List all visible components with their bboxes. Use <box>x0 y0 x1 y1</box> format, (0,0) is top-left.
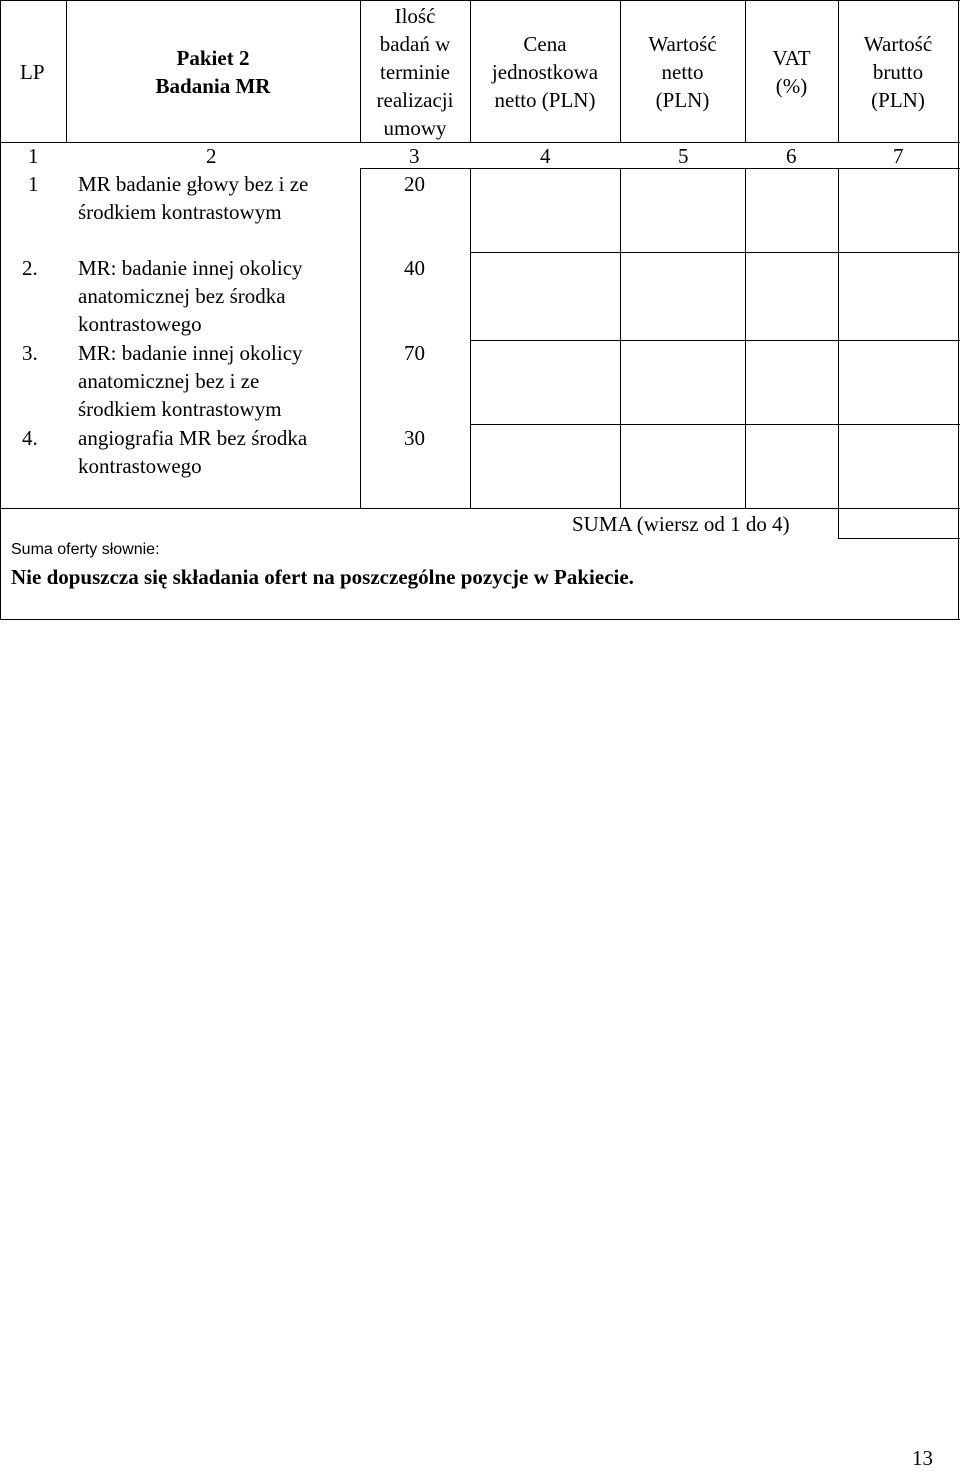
row-lp: 3. <box>22 341 38 365</box>
header-cena-line: Cena <box>523 32 567 56</box>
header-vat-line: VAT <box>772 46 811 70</box>
row-description <box>78 339 303 423</box>
suma-bottom-line <box>838 538 960 539</box>
table-border-bottom <box>0 619 960 620</box>
header-netto-line: Wartość <box>648 32 717 56</box>
data-col-sep-vat <box>745 168 746 508</box>
row-description-line: środkiem kontrastowym <box>78 200 282 224</box>
header-brutto <box>838 30 958 114</box>
col-number: 2 <box>206 144 217 168</box>
header-netto <box>620 30 745 114</box>
table-border-left <box>0 0 1 620</box>
row-description <box>78 424 307 480</box>
notice-text: Nie dopuszcza się składania ofert na poszczególne pozycje w Pakiecie. <box>11 565 634 589</box>
header-brutto-line: brutto <box>872 60 924 84</box>
header-cena <box>470 30 620 114</box>
data-col-sep-qty <box>360 168 361 508</box>
header-ilosc-line: realizacji <box>376 88 454 112</box>
row-description <box>78 170 308 226</box>
col-number: 7 <box>893 144 904 168</box>
header-ilosc-line: badań w <box>379 32 451 56</box>
row-lp: 2. <box>22 256 38 280</box>
header-brutto-line: (PLN) <box>871 88 925 112</box>
header-vat <box>745 44 838 100</box>
numbers-bottom-line <box>360 168 960 169</box>
row-quantity: 70 <box>404 341 425 365</box>
row-lp: 1 <box>28 172 39 196</box>
header-netto-line: netto <box>661 60 704 84</box>
header-pakiet <box>66 44 360 100</box>
col-number: 1 <box>28 144 39 168</box>
row-quantity: 30 <box>404 426 425 450</box>
table-border-right <box>958 0 959 620</box>
page-number: 13 <box>912 1446 933 1470</box>
row-description-line: MR: badanie innej okolicy <box>78 341 303 365</box>
header-cena-line: jednostkowa <box>491 60 599 84</box>
suma-sep-1 <box>838 508 839 538</box>
header-pakiet-line2: Badania MR <box>155 74 271 98</box>
suma-label: SUMA (wiersz od 1 do 4) <box>572 512 790 536</box>
row-description-line: MR: badanie innej okolicy <box>78 256 303 280</box>
header-pakiet-line1: Pakiet 2 <box>176 46 250 70</box>
header-netto-line: (PLN) <box>655 88 710 112</box>
table-border-top <box>0 0 960 1</box>
header-ilosc-line: umowy <box>383 116 447 140</box>
row-quantity: 40 <box>404 256 425 280</box>
header-cena-line: netto (PLN) <box>494 88 596 112</box>
row-3-bottom-line <box>470 424 960 425</box>
row-description-line: środkiem kontrastowym <box>78 397 282 421</box>
row-2-bottom-line <box>470 340 960 341</box>
header-ilosc-line: Ilość <box>394 4 436 28</box>
col-number: 4 <box>540 144 551 168</box>
row-description <box>78 254 303 338</box>
row-lp: 4. <box>22 426 38 450</box>
row-description-line: kontrastowego <box>78 312 202 336</box>
header-brutto-line: Wartość <box>863 32 933 56</box>
data-col-sep-netto <box>620 168 621 508</box>
row-description-line: anatomicznej bez środka <box>78 284 286 308</box>
data-col-sep-brutto <box>838 168 839 508</box>
row-1-bottom-line <box>470 252 960 253</box>
header-bottom-line <box>0 142 960 143</box>
header-vat-line: (%) <box>775 74 808 98</box>
row-quantity: 20 <box>404 172 425 196</box>
row-description-line: anatomicznej bez i ze <box>78 369 260 393</box>
header-lp: LP <box>20 60 45 84</box>
col-number: 5 <box>678 144 689 168</box>
header-ilosc <box>360 2 470 142</box>
row-description-line: angiografia MR bez środka <box>78 426 308 450</box>
data-col-sep-cena <box>470 168 471 508</box>
col-number: 6 <box>786 144 797 168</box>
col-number: 3 <box>409 144 420 168</box>
header-ilosc-line: terminie <box>380 60 450 84</box>
suma-slownie-label: Suma oferty słownie: <box>11 541 160 558</box>
row-description-line: MR badanie głowy bez i ze <box>78 172 309 196</box>
row-description-line: kontrastowego <box>78 454 202 478</box>
data-bottom-line <box>0 508 960 509</box>
